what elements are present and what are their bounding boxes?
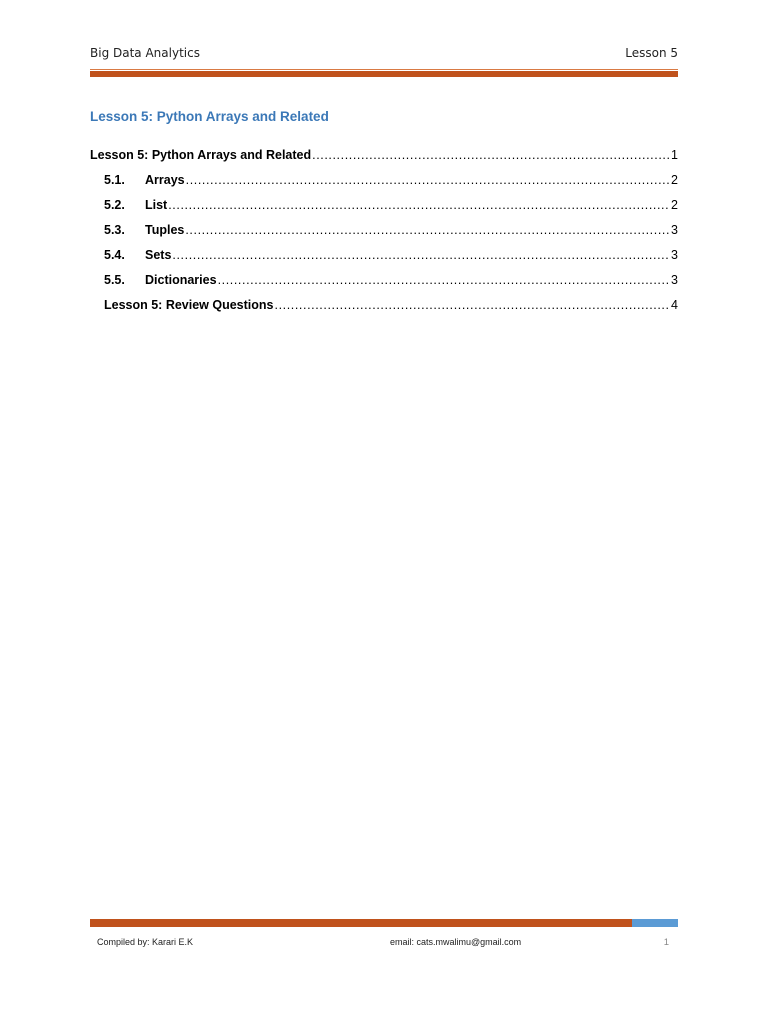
toc-entry-dictionaries[interactable] (90, 273, 678, 298)
toc-entry-page: 1 (671, 148, 678, 162)
toc-entry-sets[interactable] (90, 248, 678, 273)
toc-entry-number: 5.5. (104, 273, 125, 287)
footer-author: Compiled by: Karari E.K (97, 937, 194, 947)
toc-entry-arrays[interactable] (90, 173, 678, 198)
page-footer (97, 937, 677, 951)
toc-entry-list[interactable] (90, 198, 678, 223)
header-lesson: Lesson 5 (625, 46, 678, 60)
toc-dot-leader (168, 198, 669, 212)
toc-entry-page: 4 (671, 298, 678, 312)
toc-dot-leader (275, 298, 670, 312)
toc-entry-number: 5.1. (104, 173, 125, 187)
toc-dot-leader (218, 273, 669, 287)
toc-dot-leader (312, 148, 669, 162)
toc-entry-title: Dictionaries (145, 273, 217, 287)
toc-entry-page: 3 (671, 223, 678, 237)
footer-page-number: 1 (663, 937, 669, 948)
header-rule-thin (90, 69, 678, 70)
toc-entry-title: Arrays (145, 173, 185, 187)
toc-entry-title: Lesson 5: Review Questions (104, 298, 274, 312)
toc-heading: Lesson 5: Python Arrays and Related (90, 109, 329, 124)
footer-rule-blue (632, 919, 678, 927)
toc-entry-title: Lesson 5: Python Arrays and Related (90, 148, 312, 162)
page-header (90, 46, 678, 66)
toc-dot-leader (186, 173, 669, 187)
toc-entry-page: 2 (671, 173, 678, 187)
header-title: Big Data Analytics (90, 46, 200, 60)
toc-entry-title: Sets (145, 248, 172, 262)
table-of-contents (90, 148, 678, 323)
footer-email: email: cats.mwalimu@gmail.com (390, 937, 522, 947)
toc-entry-number: 5.4. (104, 248, 125, 262)
toc-entry-page: 3 (671, 248, 678, 262)
toc-dot-leader (172, 248, 669, 262)
toc-entry-number: 5.2. (104, 198, 125, 212)
toc-entry-tuples[interactable] (90, 223, 678, 248)
toc-entry-number: 5.3. (104, 223, 125, 237)
toc-entry-page: 3 (671, 273, 678, 287)
toc-dot-leader (185, 223, 669, 237)
toc-entry-review-questions[interactable] (90, 298, 678, 323)
toc-entry-lesson-5[interactable] (90, 148, 678, 173)
toc-entry-page: 2 (671, 198, 678, 212)
header-rule (90, 71, 678, 77)
toc-entry-title: Tuples (145, 223, 185, 237)
toc-entry-title: List (145, 198, 168, 212)
footer-rule-orange (90, 919, 632, 927)
